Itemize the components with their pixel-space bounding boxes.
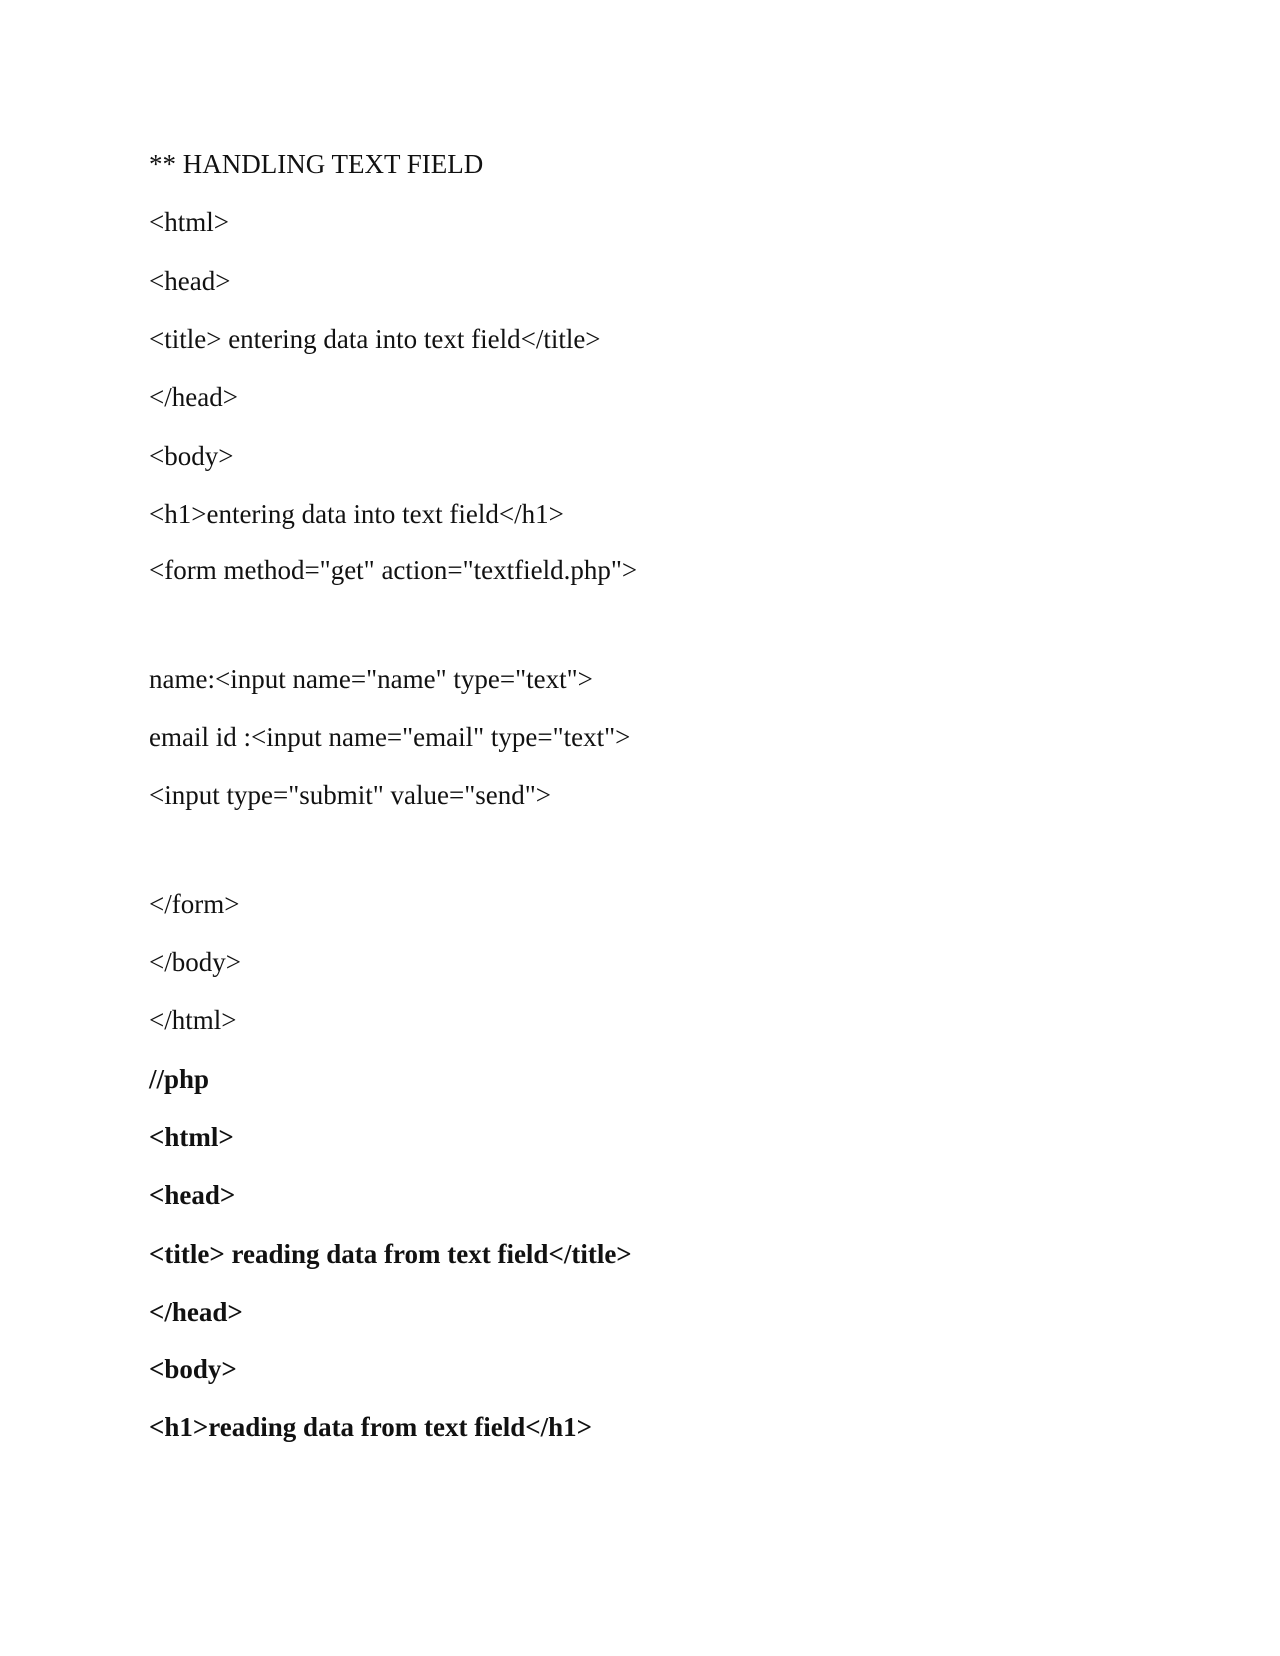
code-line-bold: <head> xyxy=(149,1180,236,1210)
code-line-bold: </head> xyxy=(149,1297,243,1327)
code-line-bold: <title> reading data from text field</title> xyxy=(149,1239,632,1269)
code-line: </body> xyxy=(149,947,241,977)
code-line: <h1>entering data into text field</h1> xyxy=(149,499,564,529)
code-line-bold: <html> xyxy=(149,1122,234,1152)
code-line: name:<input name="name" type="text"> xyxy=(149,664,593,694)
code-line: <input type="submit" value="send"> xyxy=(149,780,551,810)
section-heading: ** HANDLING TEXT FIELD xyxy=(149,149,484,179)
code-line-bold: <body> xyxy=(149,1354,237,1384)
code-line: email id :<input name="email" type="text"> xyxy=(149,722,631,752)
code-line-bold: <h1>reading data from text field</h1> xyxy=(149,1412,593,1442)
code-line: </form> xyxy=(149,889,240,919)
code-line: <body> xyxy=(149,441,234,471)
code-line: <head> xyxy=(149,266,231,296)
php-section-label: //php xyxy=(149,1064,210,1094)
code-line: <title> entering data into text field</title> xyxy=(149,324,601,354)
code-line: <form method="get" action="textfield.php"> xyxy=(149,555,638,585)
code-line: </html> xyxy=(149,1005,237,1035)
code-line: <html> xyxy=(149,207,229,237)
code-line: </head> xyxy=(149,382,238,412)
